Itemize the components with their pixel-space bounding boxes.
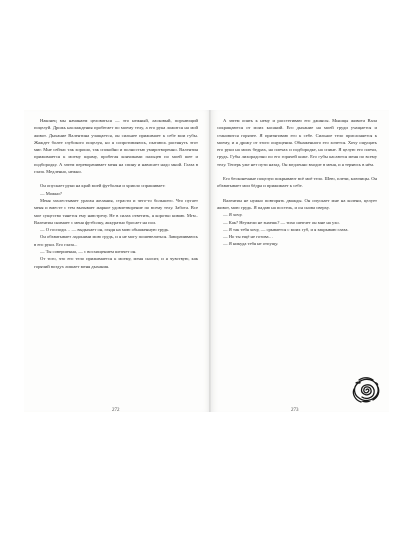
left-page xyxy=(24,110,211,412)
left-page-text xyxy=(34,117,198,270)
paragraph: — Я хочу. xyxy=(223,212,243,218)
paragraph: Наконец мы начинаем целоваться — это нежный, ласковый, порхающий поцелуй. Дрожь наслаждения пробегает по моему телу, а его рука ложится на мой живот. Дыхание Валентина учащается, он сильнее прижимает к себе мои губы. Жаждет более глубокого поцелуя, но я сопротивляюсь, пытаюсь растянуть этот миг. Мне сейчас так хорошо, так спокойно и полностью умиротворенно. Валентин прижимается к моему шраму, пробегая кончиками пальцев по моей шее и подбородку. А затем переворачивает меня на спину и нависает надо мной. Глаза в глаза. Медленно, нежно. xyxy=(34,118,198,175)
paragraph: А затем опять к нему и расстегиваю его джинсы. Мышцы живота Вала сокращаются от моих касаний. Его дыхание на моей груди учащается и становится горячее. Я притягиваю его к себе. Сильное тело прислоняется к моему, и я дрожу от этого ощущения. Обнаженного его хочется. Хочу ощущать его руки на моих бедрах, на плечах и подбородке, на спине. Я целую его плечи, грудь. Губы лихорадочно по его горячей коже. Его губы касаются меня по всему телу. Теперь уже нет пути назад. Он медленно входит в меня, и я теряюсь в нём. xyxy=(217,118,377,167)
paragraph: От того, что его тело прижимается к моему, меня сносит, и я чувствую, как горячий воздух лишает меня дыхания. xyxy=(34,256,198,269)
paragraph: — Ты совершенна, — с восхищением шепчет он. xyxy=(40,249,137,255)
right-page-text xyxy=(217,117,377,248)
paragraph: Он опускает руки на край моей футболки и хрипло спрашивает: xyxy=(40,183,166,189)
paragraph: Его бесконечные поцелуи покрывают всё моё тело. Шею, плечи, ключицы. Он обхватывает мои бёдра и прижимает к себе. xyxy=(217,176,377,189)
paragraph: — О господи… — выдыхает он, глядя на мою обнаженную грудь. xyxy=(40,227,170,233)
paragraph: Валентин не нужно повторять дважды. Он опускает мне на колени, целует живот, мою грудь. Я падаю на постель, и он снова сверху. xyxy=(217,197,377,210)
paragraph: — Можно? xyxy=(40,190,62,196)
paragraph: — Как? Неужели не знаешь? — тихо шепчет он мне на ухо. xyxy=(223,219,340,225)
rose-icon xyxy=(349,375,383,405)
paragraph: Меня захлестывает ураган желания, страсти и чего-то большего. Что пугает меня и вместе с тем вызывает жаркое удовлетворение по всему телу. Забота. Все мое существо тянется ему навстречу. Не в силах ответить, я коротко киваю. Мгм.. Валентин снимает с меня футболку, аккуратно бросает на пол. xyxy=(34,197,198,225)
page-number-left: 272 xyxy=(112,408,120,413)
paragraph: — Но ты ещё не готова… xyxy=(223,234,274,240)
paragraph: — Я никуда тебя не отпущу. xyxy=(223,241,279,247)
paragraph: Он обхватывает ладонями мою грудь, и я не могу пошевелиться. Заворачиваюсь в его руки. Его глаза... xyxy=(34,234,198,247)
paragraph: — Я так тебя хочу, — срывается с моих губ, и я закрываю глаза. xyxy=(223,226,349,232)
page-number-right: 273 xyxy=(291,408,299,413)
right-page xyxy=(211,110,389,412)
